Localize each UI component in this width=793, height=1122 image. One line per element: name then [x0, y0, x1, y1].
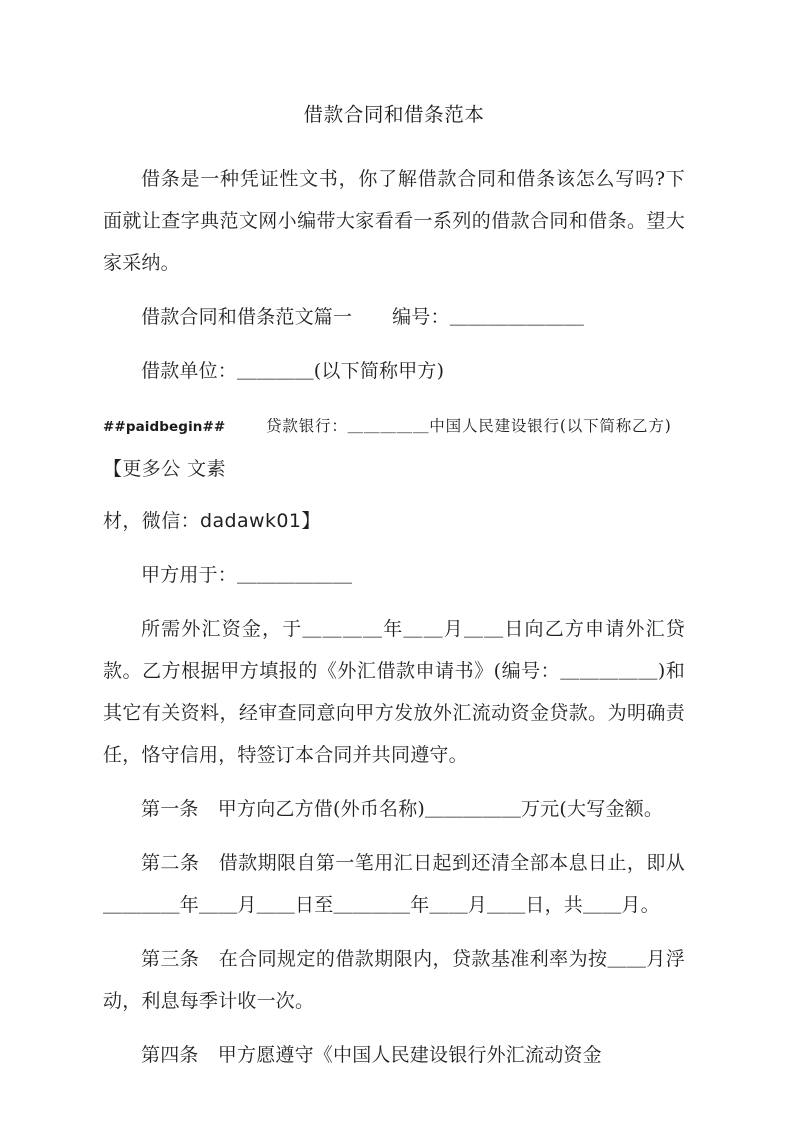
funds-paragraph: 所需外汇资金，于＿＿＿＿年＿＿月＿＿日向乙方申请外汇贷款。乙方根据甲方填报的《外汇借款申请书》(编号：＿＿＿＿＿)和其它有关资料，经审查同意向甲方发放外汇流动资金贷款。为明确责任，恪守信用，特签订本合同并共同遵守。 — [103, 618, 685, 766]
section-heading: 借款合同和借条范文篇一 — [141, 306, 353, 328]
document-body — [103, 98, 685, 1088]
lender-bank-line — [103, 404, 685, 490]
article-3: 第三条 在合同规定的借款期限内，贷款基准利率为按＿＿月浮动，利息每季计收一次。 — [103, 948, 685, 1012]
article-1: 第一条 甲方向乙方借(外币名称)＿＿＿＿＿万元(大写金额。 — [141, 798, 664, 820]
section-number-label: 编号：＿＿＿＿＿＿＿ — [392, 306, 585, 328]
promo-text-second-line: 材，微信：dadawk01】 — [103, 510, 321, 532]
section-heading-line — [103, 296, 685, 338]
article-2: 第二条 借款期限自第一笔用汇日起到还清全部本息日止，即从＿＿＿＿年＿＿月＿＿日至＿＿＿＿年＿＿月＿＿日，共＿＿月。 — [103, 852, 685, 916]
article-4: 第四条 甲方愿遵守《中国人民建设银行外汇流动资金 — [141, 1044, 602, 1066]
paid-begin-marker: ##paidbegin## — [103, 419, 226, 435]
intro-paragraph: 借条是一种凭证性文书，你了解借款合同和借条该怎么写吗?下面就让查字典范文网小编带大家看看一系列的借款合同和借条。望大家采纳。 — [103, 168, 685, 274]
borrower-unit-line: 借款单位：＿＿＿＿(以下简称甲方) — [141, 360, 445, 382]
promo-text-first-line: 【更多公 文素 — [103, 458, 226, 480]
lender-bank-text: 贷款银行：＿＿＿＿＿中国人民建设银行(以下简称乙方) — [265, 417, 671, 435]
promo-continuation-line — [103, 500, 685, 542]
page-title: 借款合同和借条范本 — [303, 103, 485, 126]
purpose-line: 甲方用于：＿＿＿＿＿＿ — [141, 564, 353, 586]
